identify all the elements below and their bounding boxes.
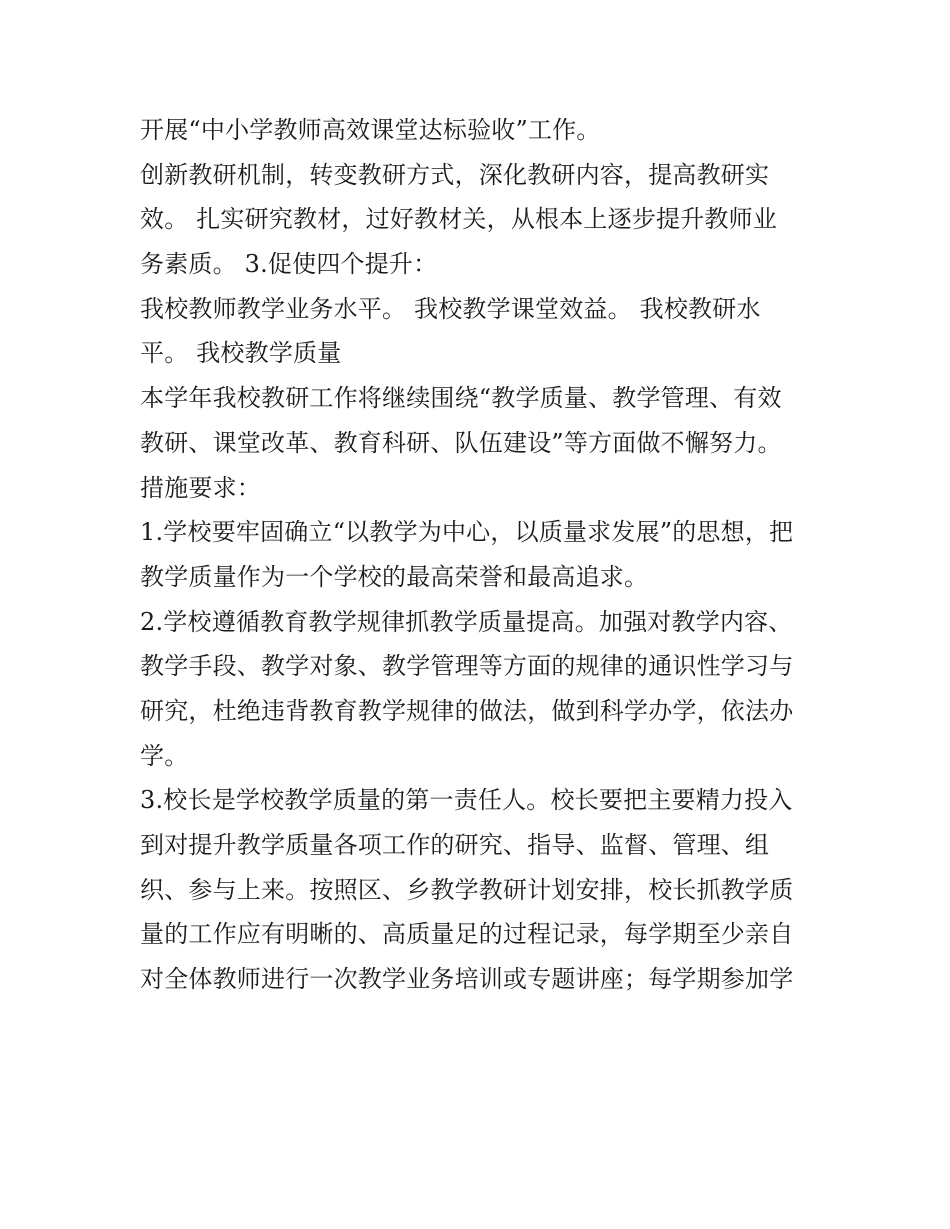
document-body <box>140 108 815 1002</box>
text-line: 平。 我校教学质量 <box>140 339 342 368</box>
text-line: 开展“中小学教师高效课堂达标验收”工作。 <box>140 116 601 144</box>
text-line: 我校教师教学业务水平。 我校教学课堂效益。 我校教研水 <box>140 294 761 323</box>
text-line: 织、参与上来。按照区、乡教学教研计划安排，校长抓教学质 <box>140 875 794 904</box>
text-line: 教学手段、教学对象、教学管理等方面的规律的通识性学习与 <box>140 652 794 681</box>
text-line: 创新教研机制，转变教研方式，深化教研内容，提高教研实 <box>140 160 770 189</box>
text-line: 研究，杜绝违背教育教学规律的做法，做到科学办学，依法办 <box>140 696 794 725</box>
text-line: 对全体教师进行一次教学业务培训或专题讲座；每学期参加学 <box>140 965 794 994</box>
text-line: 3.校长是学校教学质量的第一责任人。校长要把主要精力投入 <box>140 786 793 815</box>
text-line: 量的工作应有明晰的、高质量足的过程记录，每学期至少亲自 <box>140 920 794 949</box>
text-line: 学。 <box>140 741 189 770</box>
text-line: 1.学校要牢固确立“以教学为中心，以质量求发展”的思想，把 <box>140 518 794 547</box>
text-line: 教学质量作为一个学校的最高荣誉和最高追求。 <box>140 562 649 591</box>
text-line: 本学年我校教研工作将继续围绕“教学质量、教学管理、有效 <box>140 384 782 413</box>
text-line: 效。 扎实研究教材，过好教材关，从根本上逐步提升教师业 <box>140 205 778 234</box>
text-line: 2.学校遵循教育教学规律抓教学质量提高。加强对教学内容、 <box>140 607 793 636</box>
text-line: 到对提升教学质量各项工作的研究、指导、监督、管理、组 <box>140 831 770 859</box>
text-line: 务素质。 3.促使四个提升： <box>140 250 438 279</box>
text-line: 措施要求： <box>140 473 261 502</box>
text-line: 教研、课堂改革、教育科研、队伍建设”等方面做不懈努力。 <box>140 428 782 457</box>
